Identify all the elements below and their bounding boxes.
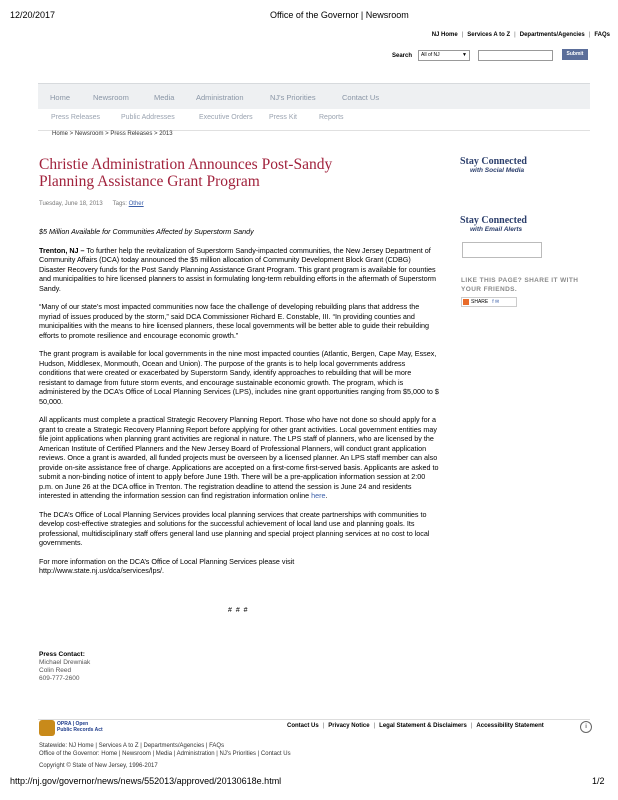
paragraph-1 bbox=[39, 246, 439, 294]
top-link-services[interactable]: Services A to Z bbox=[467, 32, 511, 38]
contact-name-2: Colin Reed bbox=[39, 667, 72, 674]
subnav-press-releases[interactable]: Press Releases bbox=[51, 114, 101, 121]
footer-accessibility[interactable]: Accessibility Statement bbox=[476, 723, 544, 729]
statewide-links[interactable]: Statewide: NJ Home | Services A to Z | Departments/Agencies | FAQs bbox=[39, 743, 225, 749]
article-body bbox=[39, 227, 439, 585]
paragraph-6 bbox=[39, 557, 439, 576]
paragraph-4-end: . bbox=[325, 491, 328, 500]
paragraph-3: The grant program is available for local governments in the nine most impacted counties (Atlantic, Bergen, Cape May, Essex, Hudson, Middlesex, Monmouth, Ocean and Union). The purpose of the grants is to help local governments address conditions that were created or exacerbated by Superstorm Sandy, identify approaches to rebuilding that will be more resistant to damage from future storm events, and encourage sustainable economic growth. The program, which is administered by the DCA’s Office of Local Planning Services (LPS), includes nine grant opportunities ranging from $5,000 to $ 50,000. bbox=[39, 349, 439, 406]
share-label: SHARE bbox=[471, 299, 489, 305]
email-alert-input[interactable] bbox=[462, 242, 542, 258]
top-link-departments[interactable]: Departments/Agencies bbox=[519, 32, 585, 38]
top-link-nj-home[interactable]: NJ Home bbox=[431, 32, 458, 38]
search-scope-value: All of NJ bbox=[421, 52, 440, 58]
search-label: Search bbox=[392, 53, 413, 59]
share-button[interactable] bbox=[461, 297, 517, 307]
footer-privacy[interactable]: Privacy Notice bbox=[328, 723, 370, 729]
office-links[interactable]: Office of the Governor: Home | Newsroom | Media | Administration | NJ's Priorities | Contact Us bbox=[39, 751, 291, 757]
nav-contact[interactable]: Contact Us bbox=[342, 93, 380, 102]
article-date: Tuesday, June 18, 2013 bbox=[39, 201, 103, 207]
secondary-nav bbox=[38, 108, 590, 131]
breadcrumb[interactable]: Home > Newsroom > Press Releases > 2013 bbox=[52, 131, 173, 137]
contact-phone: 609-777-2600 bbox=[39, 675, 80, 682]
primary-nav bbox=[38, 83, 590, 109]
print-date: 12/20/2017 bbox=[10, 10, 56, 20]
search-submit-button[interactable]: Submit bbox=[562, 49, 588, 60]
article-meta bbox=[39, 201, 144, 207]
share-prompt: LIKE THIS PAGE? SHARE IT WITH YOUR FRIENDS. bbox=[461, 277, 579, 293]
paragraph-4-text: All applicants must complete a practical Strategic Recovery Planning Report. Those who have not done so should apply for a grant to create a Strategic Recovery Planning Report before applying for other grant activities. Local government entities may file joint applications when planning grant activities are regional in nature. The LPS staff of planners, who are licensed by the American Institute of Certified Planners and the New Jersey Board of Professional Planners, will conduct grant application reviews. Once a grant is awarded, all funded projects must be overseen by a licensed planner. An LPS staff member can also provide on-site assistance free of charge. Applications are accepted on a first-come first-served basis. Applicants are asked to submit a non-binding notice of intent to apply before June 19th. There will be a pre-application information session at 2:00 p.m. on June 26 at the DCA office in Trenton. The registration deadline to attend the session is June 24 and residents interested in attending the information session can find registration information online bbox=[39, 415, 439, 500]
subnav-executive-orders[interactable]: Executive Orders bbox=[199, 114, 253, 121]
paragraph-5: The DCA’s Office of Local Planning Services provides local planning services that create partnerships with communities to develop cost-effective strategies and solutions for the successful achievement of local land use and planning goals. Its professional, multidisciplinary staff offers general land use planning and special project planning services at no cost to local governments. bbox=[39, 509, 430, 547]
page-title: Christie Administration Announces Post-Sandy Planning Assistance Grant Program bbox=[39, 156, 333, 190]
subnav-reports[interactable]: Reports bbox=[319, 114, 344, 121]
print-title: Office of the Governor | Newsroom bbox=[270, 10, 409, 20]
nav-newsroom[interactable]: Newsroom bbox=[93, 93, 129, 102]
nav-priorities[interactable]: NJ's Priorities bbox=[270, 93, 316, 102]
social-media-link[interactable]: with Social Media bbox=[470, 167, 525, 174]
nav-home[interactable]: Home bbox=[50, 93, 71, 102]
copyright: Copyright © State of New Jersey, 1996-2017 bbox=[39, 763, 158, 769]
stay-connected-email bbox=[460, 215, 527, 233]
accessibility-icon[interactable]: i bbox=[580, 721, 592, 733]
stay-connected-title-2: Stay Connected bbox=[460, 215, 527, 226]
paragraph-1-text: To further help the revitalization of Superstorm Sandy-impacted communities, the New Jersey Department of Community Affairs (DCA) today announced the $5 million allocation of Community Development Block Grant (CDBG) Disaster Recovery funds for the Post Sandy Planning Assistance Grant Program. This grant program is available for counties and municipalities to hire licensed planners to assist in formulating long-term rebuilding efforts in the aftermath of Superstorm Sandy. bbox=[39, 245, 436, 293]
email-alerts-link[interactable]: with Email Alerts bbox=[470, 226, 523, 233]
end-mark: # # # bbox=[228, 607, 249, 614]
search-scope-select[interactable] bbox=[418, 50, 470, 61]
lps-link-end: . bbox=[162, 566, 165, 575]
paragraph-2: “Many of our state’s most impacted communities now face the challenge of developing rebuilding plans that address the myriad of issues produced by the storm,” said DCA Commissioner Richard E. Constable, III. “In providing counties and municipalities with the means to hire licensed planners, these local governments will be better able to guide their rebuilding efforts to promote resilience and encourage economic growth.” bbox=[39, 302, 429, 340]
opra-logo-text bbox=[57, 721, 103, 733]
registration-link[interactable]: here bbox=[311, 491, 326, 500]
lps-link[interactable]: http://www.state.nj.us/dca/services/lps/ bbox=[39, 566, 163, 575]
stay-connected-social bbox=[460, 156, 527, 174]
opra-logo-icon[interactable] bbox=[39, 720, 55, 736]
article-subhead: $5 Million Available for Communities Affected by Superstorm Sandy bbox=[39, 227, 254, 236]
chevron-down-icon: ▼ bbox=[462, 52, 467, 58]
paragraph-4 bbox=[39, 415, 439, 501]
dateline: Trenton, NJ – bbox=[39, 245, 85, 255]
contact-name-1: Michael Drewniak bbox=[39, 659, 91, 666]
subnav-public-addresses[interactable]: Public Addresses bbox=[121, 114, 175, 121]
search-input[interactable] bbox=[478, 50, 553, 61]
opra-line-1: OPRA | Open bbox=[57, 721, 89, 727]
top-links: NJ Home | Services A to Z | Departments/Agencies | FAQs bbox=[431, 32, 610, 38]
press-contact-label: Press Contact: bbox=[39, 651, 85, 658]
opra-line-2: Public Records Act bbox=[57, 727, 103, 733]
nav-media[interactable]: Media bbox=[154, 93, 175, 102]
nav-administration[interactable]: Administration bbox=[196, 93, 244, 102]
footer-legal[interactable]: Legal Statement & Disclaimers bbox=[379, 723, 467, 729]
tag-link[interactable]: Other bbox=[128, 201, 144, 207]
press-contact bbox=[39, 651, 90, 683]
share-icon bbox=[463, 299, 469, 305]
social-icons: f ✉ bbox=[492, 299, 500, 305]
stay-connected-title: Stay Connected bbox=[460, 156, 527, 167]
footer-sitemap bbox=[39, 742, 291, 758]
paragraph-6-text: For more information on the DCA’s Office of Local Planning Services please visit bbox=[39, 556, 295, 566]
footer-contact-us[interactable]: Contact Us bbox=[287, 723, 319, 729]
tags-label: Tags: bbox=[112, 201, 127, 207]
print-page: 1/2 bbox=[592, 776, 605, 786]
top-link-faqs[interactable]: FAQs bbox=[594, 32, 610, 38]
footer-divider bbox=[38, 719, 590, 720]
print-url: http://nj.gov/governor/news/news/552013/approved/20130618e.html bbox=[10, 776, 282, 786]
subnav-press-kit[interactable]: Press Kit bbox=[269, 114, 298, 121]
footer-links: Contact Us | Privacy Notice | Legal Statement & Disclaimers | Accessibility Statement bbox=[287, 723, 544, 729]
